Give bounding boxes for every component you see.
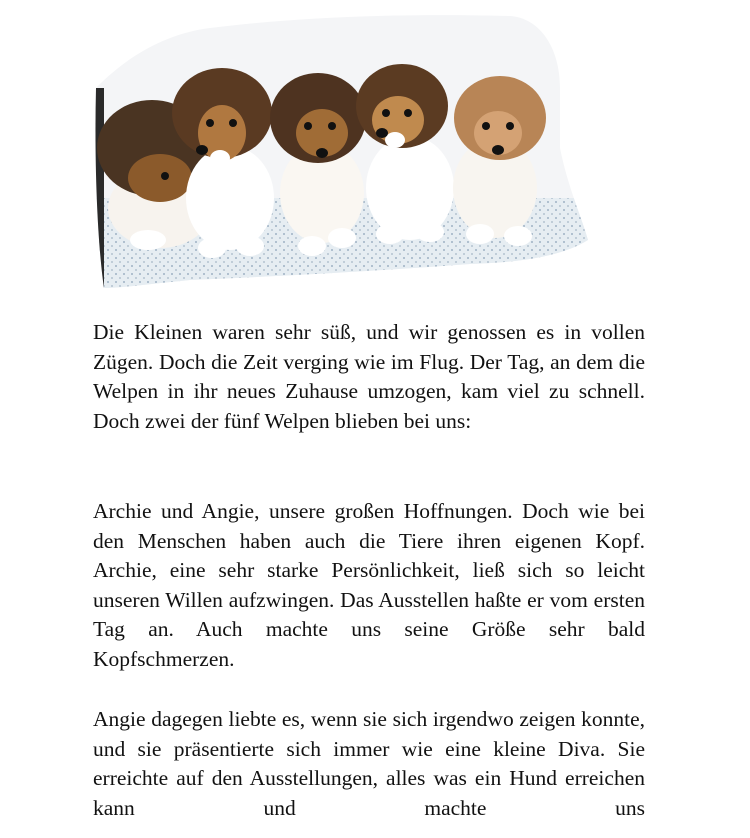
paragraph-1: Die Kleinen waren sehr süß, und wir genossen es in vollen Zügen. Doch die Zeit verging wie im Flug. Der Tag, an dem die Welpen in ihr neues Zuhause umzogen, kam viel zu schnell. Doch zwei der fünf Welpen blieben bei uns: [93, 320, 645, 433]
paragraph-2: Archie und Angie, unsere großen Hoffnungen. Doch wie bei den Menschen haben auch die Tiere ihren eigenen Kopf. Archie, eine sehr starke Persönlichkeit, ließ sich so leicht unseren Willen aufzwingen. Das Ausstellen haßte er vom ersten Tag an. Auch machte uns seine Größe sehr bald Kopfschmerzen. [93, 499, 645, 671]
puppies-photo [90, 8, 590, 290]
paragraph-3: Angie dagegen liebte es, wenn sie sich irgendwo zeigen konnte, und sie präsentierte sich immer wie eine kleine Diva. Sie erreichte auf den Ausstellungen, alles was ein Hund erreichen kann und machte uns [93, 707, 645, 820]
